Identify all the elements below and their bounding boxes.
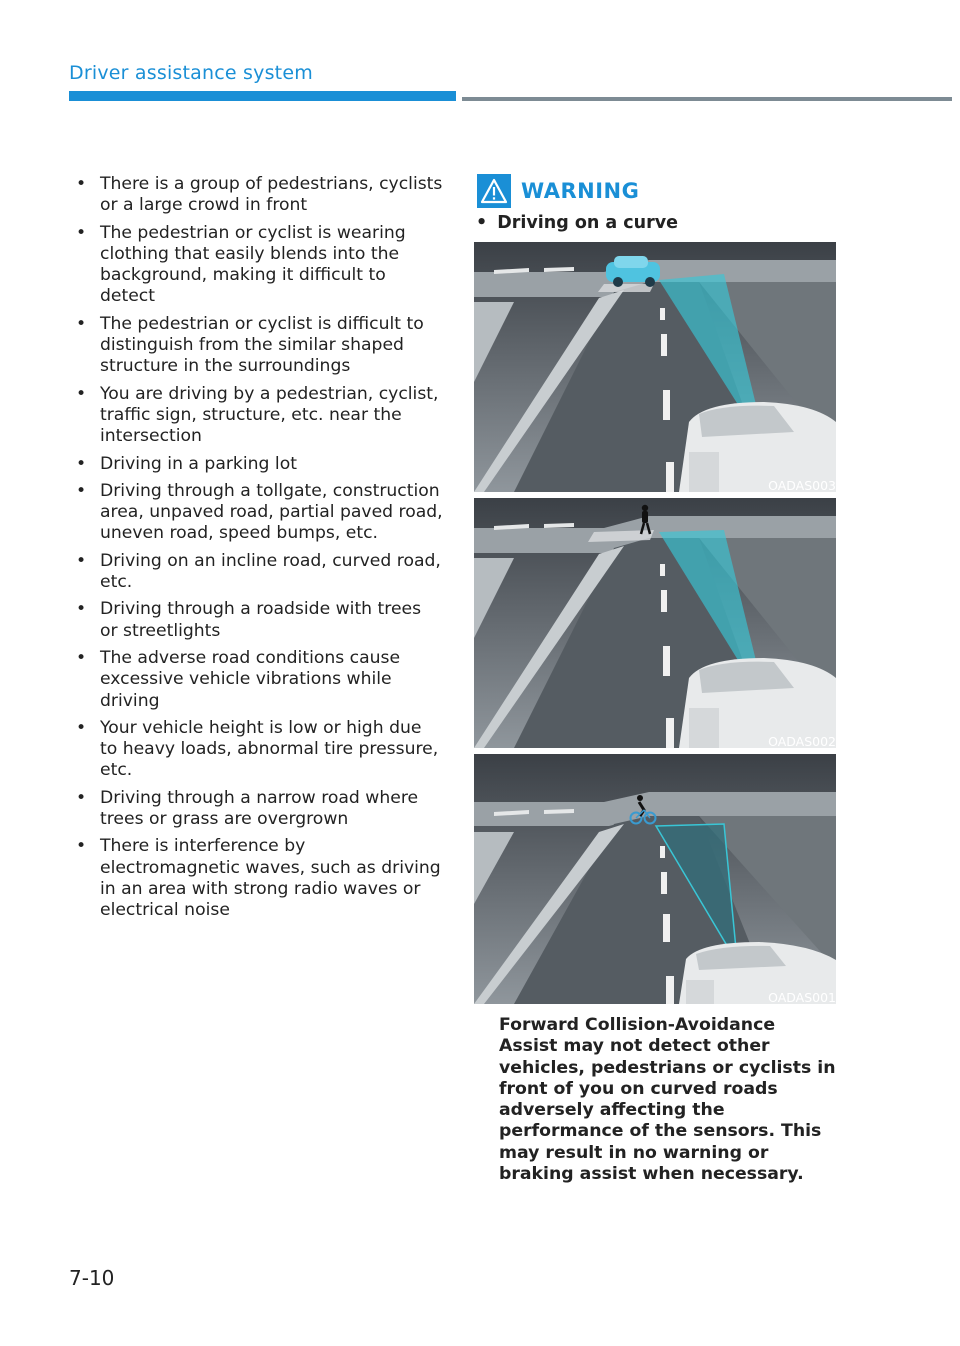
list-item: • The pedestrian or cyclist is wearing clothing that easily blends into the background, making it difficult to detect: [76, 222, 406, 307]
list-item: • Driving in a parking lot: [76, 453, 297, 474]
section-title: Driver assistance system: [69, 62, 313, 84]
list-item: • Driving through a tollgate, construction area, unpaved road, partial paved road, uneven road, speed bumps, etc.: [76, 480, 443, 544]
figure-vehicle-detection: [474, 242, 836, 492]
page-number: 7-10: [69, 1266, 115, 1290]
figure-cyclist-detection: [474, 754, 836, 1004]
condition-list-column: [72, 174, 444, 928]
list-item: • The adverse road conditions cause excessive vehicle vibrations while driving: [76, 647, 401, 711]
figure-code: OADAS002: [768, 734, 836, 749]
road-illustration: [474, 754, 836, 1004]
list-item: • Driving through a roadside with trees or streetlights: [76, 599, 422, 641]
list-item: • You are driving by a pedestrian, cyclist, traffic sign, structure, etc. near the intersection: [76, 383, 439, 447]
figure-pedestrian-detection: [474, 498, 836, 748]
list-item: • The pedestrian or cyclist is difficult to distinguish from the similar shaped structure in the surroundings: [76, 313, 424, 377]
list-item: • Driving through a narrow road where trees or grass are overgrown: [76, 787, 419, 830]
list-item: • There is interference by electromagnetic waves, such as driving in an area with strong radio waves or electrical noise: [76, 836, 441, 921]
road-illustration: [474, 242, 836, 492]
list-item: • Your vehicle height is low or high due to heavy loads, abnormal tire pressure, etc.: [76, 717, 439, 781]
warning-header: [477, 172, 639, 210]
header-rule-blue: [69, 91, 456, 101]
header-rule-gray: [462, 97, 952, 101]
warning-description: Forward Collision-Avoidance Assist may not detect other vehicles, pedestrians or cyclists in front of you on curved roads adversely affecting the performance of the sensors. This may result in no warning or braking assist when necessary.: [499, 1015, 836, 1185]
figure-code: OADAS003: [768, 478, 836, 493]
warning-bullet: • Driving on a curve: [476, 213, 679, 233]
warning-triangle-icon: [477, 174, 511, 208]
list-item: • Driving on an incline road, curved road, etc.: [76, 550, 441, 593]
road-illustration: [474, 498, 836, 748]
condition-list: [72, 174, 444, 922]
list-item: • There is a group of pedestrians, cyclists or a large crowd in front: [76, 174, 443, 216]
warning-title: WARNING: [521, 179, 640, 203]
figure-code: OADAS001: [768, 990, 836, 1005]
